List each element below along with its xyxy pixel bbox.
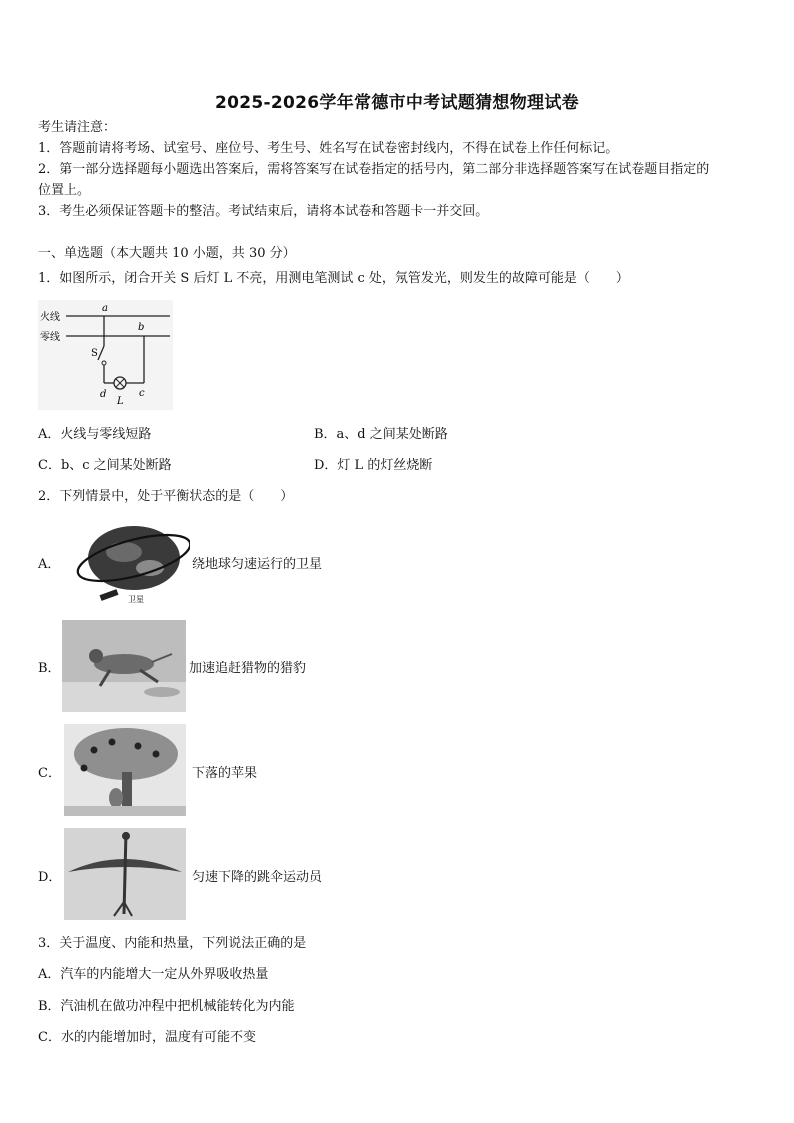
q2-option-b-text: 加速追赶猎物的猎豹 [189, 661, 307, 676]
q2-stem: 2．下列情景中，处于平衡状态的是（ ） [38, 489, 294, 504]
earth-texture-1 [106, 542, 142, 562]
q2-option-c-text: 下落的苹果 [192, 766, 258, 781]
page-title: 2025-2026学年常德市中考试题猜想物理试卷 [215, 93, 579, 113]
q1-option-d: D．灯 L 的灯丝烧断 [314, 458, 433, 473]
apple-4 [153, 751, 160, 758]
notice-heading: 考生请注意： [38, 120, 117, 135]
q1-option-a: A．火线与零线短路 [38, 427, 152, 442]
point-b-label: b [138, 322, 145, 333]
notice-item-2-cont: 位置上。 [38, 183, 91, 198]
lamp-label: L [117, 396, 124, 407]
q3-option-b: B．汽油机在做功冲程中把机械能转化为内能 [38, 999, 295, 1014]
q2-option-a-text: 绕地球匀速运行的卫星 [192, 557, 323, 572]
q1-circuit-diagram [38, 300, 173, 410]
grass [64, 806, 186, 816]
q3-option-a: A．汽车的内能增大一定从外界吸收热量 [38, 967, 269, 982]
cheetah-head [89, 649, 103, 663]
parachutist-head [122, 832, 130, 840]
point-c-label: c [139, 388, 145, 399]
tree-trunk [122, 772, 132, 806]
q1-stem: 1．如图所示，闭合开关 S 后灯 L 不亮，用测电笔测试 c 处，氖管发光，则发生的故障可能是（ ） [38, 271, 629, 286]
q2-option-c-letter: C． [38, 766, 61, 781]
switch-label: S [91, 348, 98, 359]
q2-option-d-letter: D． [38, 870, 62, 885]
satellite-label: 卫星 [128, 595, 144, 604]
notice-item-3: 3．考生必须保证答题卡的整洁。考试结束后，请将本试卷和答题卡一并交回。 [38, 204, 489, 219]
q1-option-b: B．a、d 之间某处断路 [314, 427, 448, 442]
satellite-image [62, 516, 190, 608]
satellite-icon [100, 589, 119, 601]
neutral-wire-label: 零线 [40, 332, 60, 343]
cheetah-image [62, 620, 186, 712]
parachutist-image [64, 828, 186, 920]
cheetah-icon [94, 654, 154, 674]
dust-cloud [144, 687, 180, 697]
q2-option-d-text: 匀速下降的跳伞运动员 [192, 870, 323, 885]
q2-option-b-letter: B． [38, 661, 61, 676]
ground [62, 682, 186, 712]
apple-1 [91, 747, 98, 754]
q3-option-c: C．水的内能增加时，温度有可能不变 [38, 1030, 256, 1045]
apple-3 [135, 743, 142, 750]
person-icon [109, 788, 123, 808]
notice-item-2: 2．第一部分选择题每小题选出答案后，需将答案写在试卷指定的括号内，第二部分非选择题答案写在试卷题目指定的 [38, 162, 710, 177]
falling-apple-icon [81, 765, 88, 772]
apple-2 [109, 739, 116, 746]
q2-option-a-letter: A． [38, 557, 61, 572]
section-heading: 一、单选题（本大题共 10 小题，共 30 分） [38, 246, 296, 261]
q3-stem: 3．关于温度、内能和热量，下列说法正确的是 [38, 936, 307, 951]
point-d-label: d [100, 389, 107, 400]
apple-tree-image [64, 724, 186, 816]
q1-option-c: C．b、c 之间某处断路 [38, 458, 172, 473]
point-a-label: a [102, 303, 108, 314]
parachutist-body [124, 832, 126, 914]
live-wire-label: 火线 [40, 312, 60, 323]
notice-item-1: 1．答题前请将考场、试室号、座位号、考生号、姓名写在试卷密封线内，不得在试卷上作任何标记。 [38, 141, 619, 156]
